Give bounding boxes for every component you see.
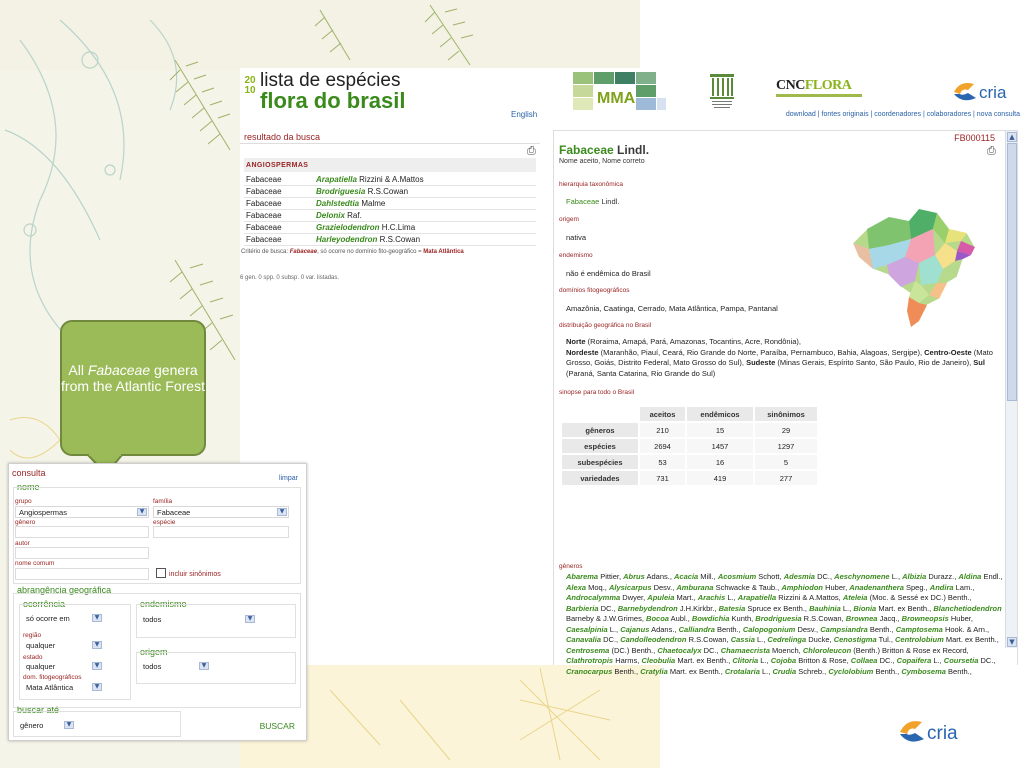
chevron-down-icon: ▼ [277,508,287,516]
flora-page [240,68,1024,676]
group-header: ANGIOSPERMAS [244,158,536,172]
family-author: Lindl. [617,143,650,157]
family-detail-panel [553,130,1018,676]
result-author: Rizzini & A.Mattos [359,175,424,184]
result-family: Fabaceae [244,198,314,210]
dist-norte: (Roraima, Amapá, Pará, Amazonas, Tocantins, Acre, Rondônia), [585,337,801,346]
genus-author: Rizzini & A.Mattos, [778,593,841,602]
genus-author: Desv., [653,582,675,592]
jardim-botanico-logo-icon [709,72,735,110]
endemismo-select[interactable] [140,614,256,626]
especie-label: espécie [153,519,176,526]
sinopse-label: sinopse para todo o Brasil [559,389,635,396]
result-row[interactable] [244,222,536,234]
origem-section-title: origem [140,647,168,657]
result-genus-cell[interactable] [314,234,536,246]
genus-author: Schreb., [798,666,827,676]
genus-author: Tul., [878,635,893,644]
genus-author: Mart. ex Benth., [677,656,731,665]
chevron-down-icon: ▼ [92,641,102,649]
genus-author: Adans., [651,624,677,634]
genus-author: L., [891,572,901,581]
synopsis-cell: 419 [687,471,753,485]
genus-link[interactable]: Centrolobium [895,635,944,644]
logo-year: 2010 [244,75,256,96]
endemismo-label: endemismo [559,252,593,259]
result-family: Fabaceae [244,174,314,186]
synopsis-row-label: variedades [562,471,638,485]
origem-select[interactable] [140,661,210,673]
limpar-link[interactable]: limpar [278,475,298,482]
synopsis-header-sinonimos: sinônimos [755,407,817,421]
genus-link[interactable]: Apuleia [647,593,675,602]
chevron-down-icon: ▼ [245,615,255,623]
synopsis-cell: 731 [640,471,685,485]
synopsis-header-endemicos: endêmicos [687,407,753,421]
synopsis-cell: 1457 [687,439,753,453]
genus-link[interactable]: Brownea [845,614,878,623]
genus-link[interactable]: Barnebydendron [617,603,678,613]
consulta-form [8,463,307,741]
distribution-text [566,337,1001,379]
result-family: Fabaceae [244,186,314,198]
dist-sul: (Paraná, Santa Catarina, Rio Grande do Sul) [566,368,716,378]
ocorrencia-select[interactable] [23,613,103,625]
criteria-prefix: Critério de busca: [241,249,289,255]
genus-author: Dwyer, [622,593,646,602]
genus-author: DC., [817,572,833,581]
genus-author: Benth., [875,666,900,676]
incluir-sinonimos-checkbox[interactable] [156,568,166,578]
genus-link[interactable]: Bauhinia [809,603,841,613]
synopsis-cell: 277 [755,471,817,485]
chevron-down-icon: ▼ [137,508,147,516]
dominios-value: Amazônia, Caatinga, Cerrado, Mata Atlântica, Pampa, Pantanal [566,304,778,313]
genus-link[interactable]: Caesalpinia [566,624,608,634]
genus-link[interactable]: Aeschynomene [834,572,890,581]
detail-scrollbar[interactable] [1005,131,1017,648]
endemismo-value: não é endêmica do Brasil [566,269,651,278]
result-row[interactable] [244,174,536,186]
genus-author: Britton & Rose, [798,656,849,665]
genus-author: (DC.) Benth., [611,645,656,655]
genus-link[interactable]: Calopogonium [742,624,796,634]
synopsis-cell: 1297 [755,439,817,453]
result-row[interactable] [244,198,536,210]
genus-link[interactable]: Acosmium [717,572,757,581]
genus-author: Harms, [615,656,640,665]
genus-author: DC., [703,645,719,655]
chevron-down-icon: ▼ [92,683,102,691]
familia-label: família [153,498,173,505]
callout-suffix: genera from the Atlantic Forest [61,362,205,394]
result-author: R.S.Cowan [367,187,409,196]
genus-author: Benth., [869,624,894,634]
genus-author: (Moc. & Sessé ex DC.) Benth., [869,593,972,602]
result-row[interactable] [244,234,536,246]
genus-author: Jacq., [879,614,900,623]
brazil-map-icon [849,199,979,329]
familia-select[interactable] [153,506,289,518]
genus-link[interactable]: Amburana [676,582,714,592]
genus-link[interactable]: Coursetia [943,656,979,665]
genus-author: DC., [879,656,895,665]
genus-author: Endl., [983,572,1003,581]
chevron-down-icon: ▼ [199,662,209,670]
genus-link[interactable]: Crudia [772,666,797,676]
synopsis-row [562,439,817,453]
print-icon[interactable]: ⎙ [527,144,536,157]
callout-text [60,362,206,394]
scroll-thumb[interactable] [1007,143,1017,401]
cncflora-logo-prefix: CNC [776,78,805,93]
result-author: Raf. [347,211,362,220]
grupo-select[interactable] [15,506,149,518]
origem-value: nativa [566,233,587,242]
result-family: Fabaceae [244,210,314,222]
genus-link[interactable]: Chloroleucon [802,645,852,655]
family-name: Fabaceae [559,143,614,157]
dist-nordeste-heading: Nordeste [566,347,599,357]
genus-link[interactable]: Barbieria [566,603,599,613]
genus-author: Durazz., [928,572,957,581]
genus-link[interactable]: Clitoria [732,656,759,665]
genus-link[interactable]: Andira [929,582,954,592]
synopsis-corner [562,407,638,421]
genus-author: (Benth.) Britton & Rose ex Record, [853,645,969,655]
genus-link[interactable]: Chamaecrista [720,645,770,655]
genus-link[interactable]: Cedrelinga [767,635,807,644]
result-family: Fabaceae [244,234,314,246]
regiao-label: região [23,632,42,639]
synopsis-cell: 53 [640,455,685,469]
synopsis-cell: 15 [687,423,753,437]
scroll-down-icon[interactable]: ▼ [1007,637,1017,647]
synopsis-row-label: subespécies [562,455,638,469]
genus-link[interactable]: Collaea [850,656,878,665]
genus-link[interactable]: Anadenanthera [849,582,904,592]
genus-author: Mart. ex Benth., [878,603,932,613]
nome-section-title: nome [17,482,40,492]
chevron-down-icon: ▼ [92,614,102,622]
genus-link[interactable]: Androcalymma [566,593,621,602]
result-counts: 6 gen. 0 spp. 0 subsp. 0 var. listadas. [240,275,340,281]
genus-author: Schott, [758,572,782,581]
genus-link[interactable]: Crotalaria [724,666,760,676]
results-table [244,174,536,246]
cncflora-logo [776,78,851,94]
nome-comum-label: nome comum [15,560,55,567]
nome-comum-input[interactable] [15,568,149,580]
result-genus: Delonix [316,211,345,220]
consulta-title: consulta [12,468,46,478]
genus-link[interactable]: Brodriguesia [755,614,802,623]
buscar-ate-select[interactable] [17,720,75,732]
endemismo-select-value: todos [143,615,162,624]
genus-link[interactable]: Abrus [623,572,645,581]
genus-author: L., [933,656,942,665]
cncflora-logo-suffix: FLORA [804,78,852,93]
cria-footer-logo-text: cria [927,723,958,744]
regiao-select[interactable] [23,640,103,652]
dist-co-heading: Centro-Oeste [924,347,972,357]
cria-logo-icon [952,78,1022,104]
detail-print-icon[interactable]: ⎙ [987,144,996,157]
hierarchy-label: hierarquia taxonômica [559,181,623,188]
genus-author: L., [609,624,619,634]
abrangencia-section-title: abrangência geográfica [17,585,112,595]
hierarchy-name: Fabaceae [566,197,600,206]
genus-link[interactable]: Campsiandra [820,624,868,634]
dist-sul-heading: Sul [973,358,985,367]
genus-link[interactable]: Browneopsis [901,614,949,623]
synopsis-row-label: espécies [562,439,638,453]
genus-author: DC., [980,656,996,665]
genus-author: Aubl., [670,614,690,623]
genus-link[interactable]: Cenostigma [833,635,877,644]
callout-prefix: All [68,362,88,378]
genus-author: Schwacke & Taub., [715,582,780,592]
result-genus-cell[interactable] [314,210,536,222]
cria-footer-logo-icon [898,716,974,746]
genus-author: L., [842,603,852,613]
genus-link[interactable]: Albizia [902,572,927,581]
dom-fito-select[interactable] [23,682,103,694]
estado-select-value: qualquer [26,662,56,671]
chevron-down-icon: ▼ [64,721,74,729]
result-genus: Harleyodendron [316,235,378,244]
synopsis-cell: 5 [755,455,817,469]
result-author: H.C.Lima [381,223,416,232]
genus-link[interactable]: Bocoa [646,614,669,623]
criteria-domain: Mata Atlântica [423,249,464,255]
genero-label: gênero [15,519,36,526]
genera-list [566,572,1006,677]
genus-link[interactable]: Batesia [718,603,746,613]
search-results [240,130,540,281]
genus-author: Moench, [771,645,801,655]
genus-link[interactable]: Cassia [730,635,755,644]
top-nav-links[interactable]: download | fontes originais | coordenadores | colaboradores | nova consulta [785,111,1020,118]
genus-author: Huber, [950,614,973,623]
genus-author: L., [756,635,766,644]
genus-author: DC., [600,603,616,613]
result-genus-cell[interactable] [314,186,536,198]
buscar-button[interactable]: BUSCAR [259,721,295,731]
record-id: FB000115 [954,133,995,143]
genus-link[interactable]: Cleobulia [641,656,676,665]
autor-input[interactable] [15,547,149,559]
genus-author: Lam., [955,582,975,592]
dist-sudeste-heading: Sudeste [746,358,776,367]
synopsis-row [562,423,817,437]
chevron-down-icon: ▼ [92,662,102,670]
synopsis-cell: 2694 [640,439,685,453]
results-title: resultado da busca [240,130,540,144]
genus-link[interactable]: Cymbosema [901,666,946,676]
genus-author: L., [762,666,771,676]
generos-label: gêneros [559,563,583,570]
genus-link[interactable]: Cranocarpus [566,666,613,676]
genus-author: Hook. & Arn., [944,624,990,634]
synopsis-table [560,405,819,487]
genus-link[interactable]: Alysicarpus [608,582,652,592]
dist-co: (Mato Grosso, Goiás, Distrito Federal, Mato Grosso do Sul), [566,347,993,367]
result-genus: Grazielodendron [316,223,380,232]
genus-author: Moq., [588,582,607,592]
distribuicao-label: distribuição geográfica no Brasil [559,322,652,329]
genus-author: J.H.Kirkbr., [679,603,717,613]
genus-author: Ducke, [808,635,832,644]
genus-author: Kunth, [731,614,754,623]
synopsis-row [562,455,817,469]
dom-fito-select-value: Mata Atlântica [26,683,74,692]
genus-author: Pittier, [600,572,622,581]
synopsis-header-aceitos: aceitos [640,407,685,421]
genus-link[interactable]: Copaifera [896,656,932,665]
genus-link[interactable]: Camptosema [895,624,943,634]
genus-link[interactable]: Ateleia [842,593,868,602]
result-row[interactable] [244,210,536,222]
dist-sudeste: (Minas Gerais, Espírito Santo, São Paulo, Rio de Janeiro), [775,358,972,367]
genus-link[interactable]: Cratylia [640,666,668,676]
result-author: R.S.Cowan [379,235,421,244]
genus-author: Mart. ex Benth., [669,666,723,676]
synopsis-cell: 29 [755,423,817,437]
genus-link[interactable]: Alexa [566,582,587,592]
hierarchy-author: Lindl. [601,197,620,206]
genus-author: Mart., [676,593,696,602]
especie-input[interactable] [153,526,289,538]
origem-select-value: todos [143,662,162,671]
genus-author: Benth., [716,624,741,634]
mma-logo-text: MMA [597,90,636,107]
english-link[interactable]: English [511,110,538,119]
genus-author: L., [727,593,736,602]
genus-link[interactable]: Candolleodendron [620,635,687,644]
result-row[interactable] [244,186,536,198]
dominios-label: domínios fitogeográficos [559,287,630,294]
site-header [240,68,1024,120]
estado-label: estado [23,654,43,661]
criteria-middle: , só ocorre no domínio fito-geográfico = [317,249,422,255]
endemismo-section-title: endemismo [140,599,187,609]
synopsis-row [562,471,817,485]
grupo-select-value: Angiospermas [19,508,67,517]
buscar-ate-select-value: gênero [20,721,44,730]
genus-author: Adans., [646,572,672,581]
genus-author: Speg., [906,582,928,592]
result-genus: Arapatiella [316,175,357,184]
familia-select-value: Fabaceae [157,508,191,517]
autor-label: autor [15,540,30,547]
genus-link[interactable]: Arapatiella [737,593,777,602]
genus-link[interactable]: Bowdichia [691,614,730,623]
grupo-label: grupo [15,498,32,505]
hierarchy-value[interactable] [566,197,619,206]
genus-author: Spruce ex Benth., [747,603,808,613]
genus-link[interactable]: Calliandra [678,624,715,634]
genus-link[interactable]: Bionia [853,603,877,613]
genus-link[interactable]: Aldina [958,572,982,581]
genus-link[interactable]: Cojoba [770,656,797,665]
criteria-family: Fabaceae [289,249,318,255]
genus-link[interactable]: Centrosema [566,645,610,655]
dist-nordeste: (Maranhão, Piauí, Ceará, Rio Grande do Norte, Paraíba, Pernambuco, Bahia, Alagoas, Sergipe), [598,347,923,357]
genus-link[interactable]: Canavalia [566,635,602,644]
genus-author: DC., [603,635,619,644]
genus-author: Desv., [797,624,819,634]
genus-link[interactable]: Amphiodon [781,582,823,592]
genus-author: R.S.Cowan, [688,635,729,644]
origem-label: origem [559,216,579,223]
genero-input[interactable] [15,526,149,538]
result-genus-cell[interactable] [314,174,536,186]
ocorrencia-section-title: ocorrência [23,599,66,609]
genus-author: R.S.Cowan, [803,614,844,623]
genus-link[interactable]: Cajanus [620,624,650,634]
logo-title-line1: lista de espécies [260,70,401,91]
genus-link[interactable]: Adesmia [783,572,815,581]
result-family: Fabaceae [244,222,314,234]
genus-author: Huber, [825,582,848,592]
genus-link[interactable]: Arachis [697,593,726,602]
cncflora-underline [776,94,862,97]
genus-author: L., [760,656,769,665]
genus-author: Benth., [614,666,639,676]
cria-logo-text: cria [979,83,1007,102]
name-status: Nome aceito, Nome correto [559,158,645,165]
callout-family: Fabaceae [87,362,151,378]
search-criteria [241,249,540,255]
result-genus: Brodriguesia [316,187,366,196]
family-title [559,143,649,157]
dist-norte-heading: Norte [566,337,586,346]
synopsis-cell: 210 [640,423,685,437]
genus-author: Mart. ex Benth., [945,635,999,644]
buscar-ate-section-title: buscar até [17,705,60,715]
estado-select[interactable] [23,661,103,673]
result-author: Malme [361,199,386,208]
genus-link[interactable]: Acacia [674,572,699,581]
logo-title-line2: flora do brasil [260,88,406,113]
ocorrencia-select-value: só ocorre em [26,614,70,623]
regiao-select-value: qualquer [26,641,56,650]
genus-author: Mill., [700,572,716,581]
result-genus-cell[interactable] [314,198,536,210]
genus-link[interactable]: Cyclolobium [828,666,874,676]
incluir-sinonimos-label: incluir sinônimos [169,571,221,578]
scroll-up-icon[interactable]: ▲ [1007,132,1017,142]
synopsis-row-label: gêneros [562,423,638,437]
genus-link[interactable]: Abarema [566,572,599,581]
genus-author: Barneby & J.W.Grimes, [566,614,644,623]
genus-link[interactable]: Chaetocalyx [657,645,702,655]
genus-author: Benth., [948,666,972,676]
genus-link[interactable]: Clathrotropis [566,656,614,665]
dom-fito-label: dom. fitogeográficos [23,674,82,681]
genus-link[interactable]: Blanchetiodendron [933,603,1002,613]
result-genus: Dahlstedtia [316,199,360,208]
synopsis-cell: 16 [687,455,753,469]
result-genus-cell[interactable] [314,222,536,234]
